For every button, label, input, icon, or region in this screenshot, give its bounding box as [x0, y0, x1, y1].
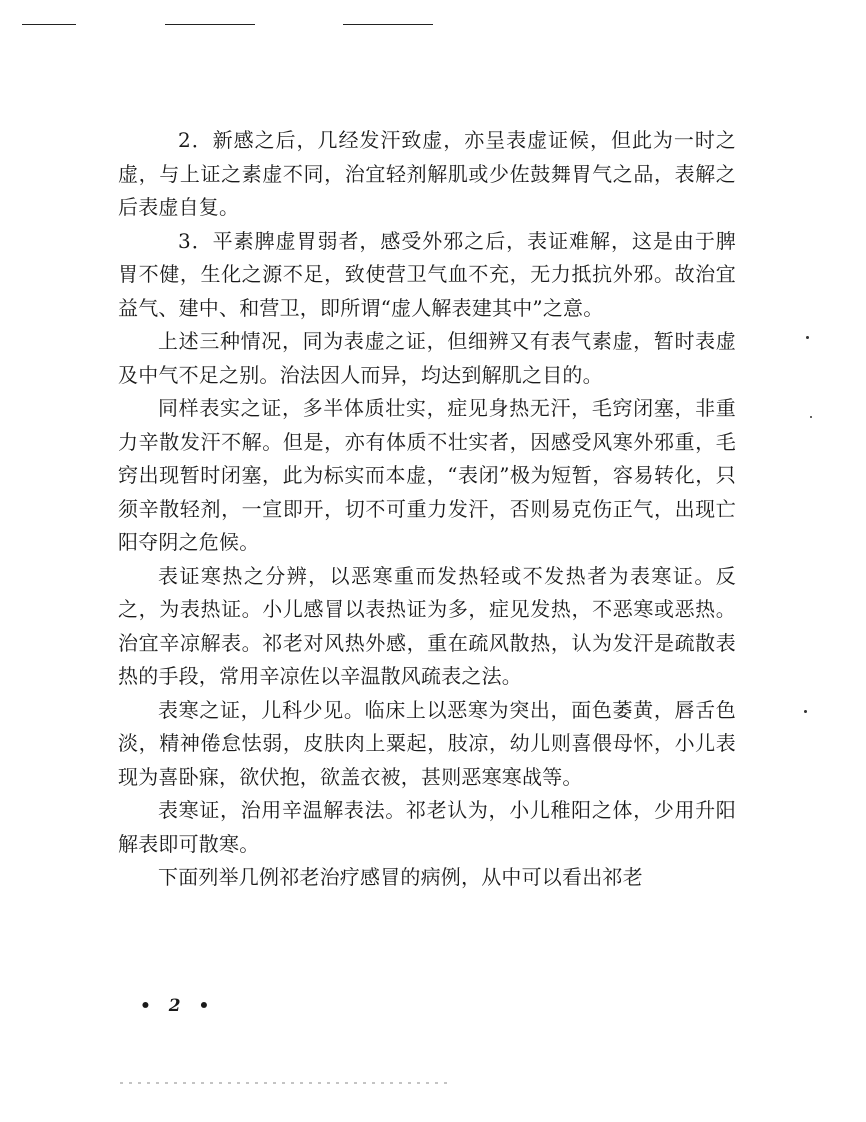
scan-bottom-noise: [120, 1082, 450, 1084]
paragraph-summary-biaoxu: 上述三种情况，同为表虚之证，但细辨又有表气素虚，暂时表虚及中气不足之别。治法因人而异，均达到解肌之目的。: [118, 329, 736, 387]
paragraph-biaoshi: 同样表实之证，多半体质壮实，症见身热无汗，毛窍闭塞，非重力辛散发汗不解。但是，亦有体质不壮实者，因感受风寒外邪重，毛窍出现暂时闭塞，此为标实而本虚，“表闭”极为短暂，容易转化，只须辛散轻剂，一宣即开，切不可重力发汗，否则易克伤正气，出现亡阳夺阴之危候。: [118, 396, 736, 554]
paragraph-hanre-distinction: 表证寒热之分辨，以恶寒重而发热轻或不发热者为表寒证。反之，为表热证。小儿感冒以表热证为多，症见发热，不恶寒或恶热。治宜辛凉解表。祁老对风热外感，重在疏风散热，认为发汗是疏散表热的手段，常用辛凉佐以辛温散风疏表之法。: [118, 563, 736, 688]
paragraph-item-2: 2．新感之后，几经发汗致虚，亦呈表虚证候，但此为一时之虚，与上证之素虚不同，治宜轻剂解肌或少佐鼓舞胃气之品，表解之后表虚自复。: [118, 128, 736, 219]
paragraph-biaohan-symptoms: 表寒之证，儿科少见。临床上以恶寒为突出，面色萎黄，唇舌色淡，精神倦怠怯弱，皮肤肉上粟起，肢凉，幼儿则喜偎母怀，小儿表现为喜卧寐，欲伏抱，欲盖衣被，甚则恶寒寒战等。: [118, 697, 736, 789]
header-rule-left: [22, 24, 76, 25]
paragraph-biaohan-treatment: 表寒证，治用辛温解表法。祁老认为，小儿稚阳之体，少用升阳解表即可散寒。: [118, 798, 736, 856]
scan-speck: [810, 416, 812, 418]
scan-speck: [804, 710, 807, 713]
paragraph-case-intro: 下面列举几例祁老治疗感冒的病例，从中可以看出祁老: [158, 865, 643, 889]
header-rule-right: [343, 24, 433, 25]
page-body: [118, 124, 736, 895]
header-rule-middle: [165, 24, 255, 25]
page-number: • 2 •: [140, 996, 216, 1016]
paragraph-item-3: 3．平素脾虚胃弱者，感受外邪之后，表证难解，这是由于脾胃不健，生化之源不足，致使营卫气血不充，无力抵抗外邪。故治宜益气、建中、和营卫，即所谓“虚人解表建其中”之意。: [118, 228, 736, 320]
scan-speck: [806, 336, 809, 339]
